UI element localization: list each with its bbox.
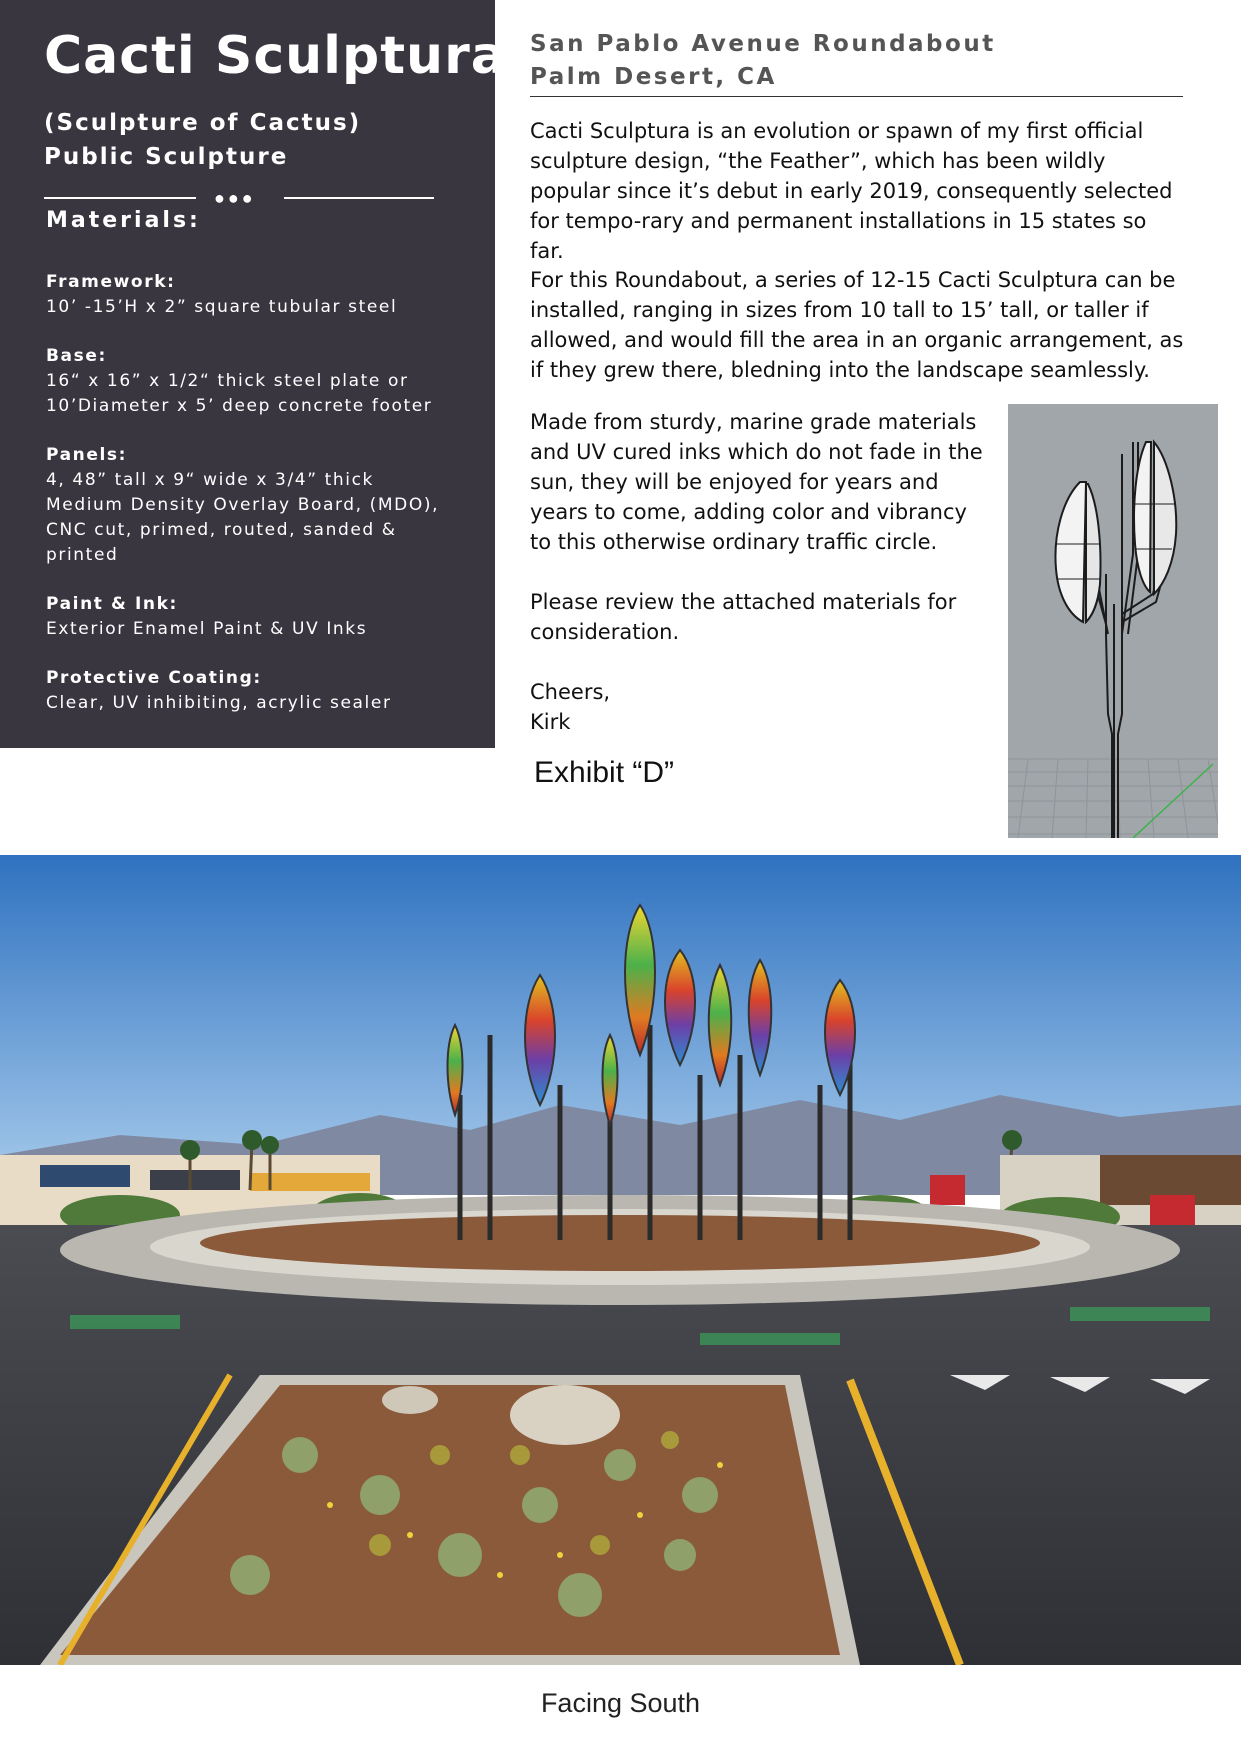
- materials-panel: [0, 0, 507, 748]
- spec-value: 16“ x 16” x 1/2“ thick steel plate or 10’Diameter x 5’ deep concrete footer: [46, 371, 433, 416]
- location-heading: [530, 28, 996, 94]
- materials-heading: Materials:: [46, 208, 201, 233]
- paragraph-roundabout: For this Roundabout, a series of 12-15 Cacti Sculptura can be installed, ranging in sizes from 10 tall to 15’ tall, or taller if allowed, and would fill the area in an organic arrangement, as if they grew there, bledning into the landscape seamlessly.: [530, 268, 1184, 382]
- spec-label: Panels:: [46, 445, 128, 465]
- divider-line-left: [44, 197, 196, 199]
- materials-list: [46, 270, 466, 740]
- signoff-name: Kirk: [530, 710, 571, 734]
- spec-label: Framework:: [46, 272, 176, 292]
- paragraph-intro: Cacti Sculptura is an evolution or spawn of my first official sculpture design, “the Feather”, which has been wildly popular since it’s debut in early 2019, consequently selected for tempo-rary and permanent installations in 15 states so far.: [530, 119, 1173, 263]
- spec-panels: [46, 443, 466, 568]
- location-line-1: San Pablo Avenue Roundabout: [530, 31, 996, 57]
- subtitle-line-1: (Sculpture of Cactus): [44, 110, 362, 136]
- dotted-divider: [44, 188, 434, 208]
- paragraph-review: Please review the attached materials for consideration.: [530, 590, 957, 644]
- heading-rule: [530, 96, 1183, 97]
- spec-paint-ink: [46, 592, 466, 642]
- exhibit-label: Exhibit “D”: [534, 756, 675, 789]
- spec-base: [46, 344, 466, 419]
- sculpture-render-image: [1008, 404, 1218, 838]
- spec-protective-coating: [46, 666, 466, 716]
- spec-label: Base:: [46, 346, 107, 366]
- divider-line-right: [284, 197, 434, 199]
- spec-label: Paint & Ink:: [46, 594, 178, 614]
- subtitle: [44, 106, 361, 174]
- photo-caption-text: Facing South: [540, 1688, 701, 1718]
- spec-framework: [46, 270, 466, 320]
- signoff-line-1: Cheers,: [530, 680, 611, 704]
- paragraph-materials: Made from sturdy, marine grade materials and UV cured inks which do not fade in the sun, they will be enjoyed for years and years to come, adding color and vibrancy to this otherwise ordinary traffic circle.: [530, 410, 983, 554]
- spec-value: Exterior Enamel Paint & UV Inks: [46, 619, 368, 639]
- divider-dots: ●●●: [214, 188, 256, 208]
- signoff: [530, 677, 990, 737]
- spec-label: Protective Coating:: [46, 668, 262, 688]
- spec-value: Clear, UV inhibiting, acrylic sealer: [46, 693, 392, 713]
- page-title: Cacti Sculptura: [44, 26, 507, 86]
- spec-value: 10’ -15’H x 2” square tubular steel: [46, 297, 398, 317]
- subtitle-line-2: Public Sculpture: [44, 144, 289, 170]
- roundabout-photo: [0, 855, 1241, 1665]
- spec-value: 4, 48” tall x 9“ wide x 3/4” thick Medium Density Overlay Board, (MDO), CNC cut, primed, routed, sanded & printed: [46, 470, 440, 565]
- location-line-2: Palm Desert, CA: [530, 64, 777, 90]
- photo-caption: [0, 1688, 1241, 1719]
